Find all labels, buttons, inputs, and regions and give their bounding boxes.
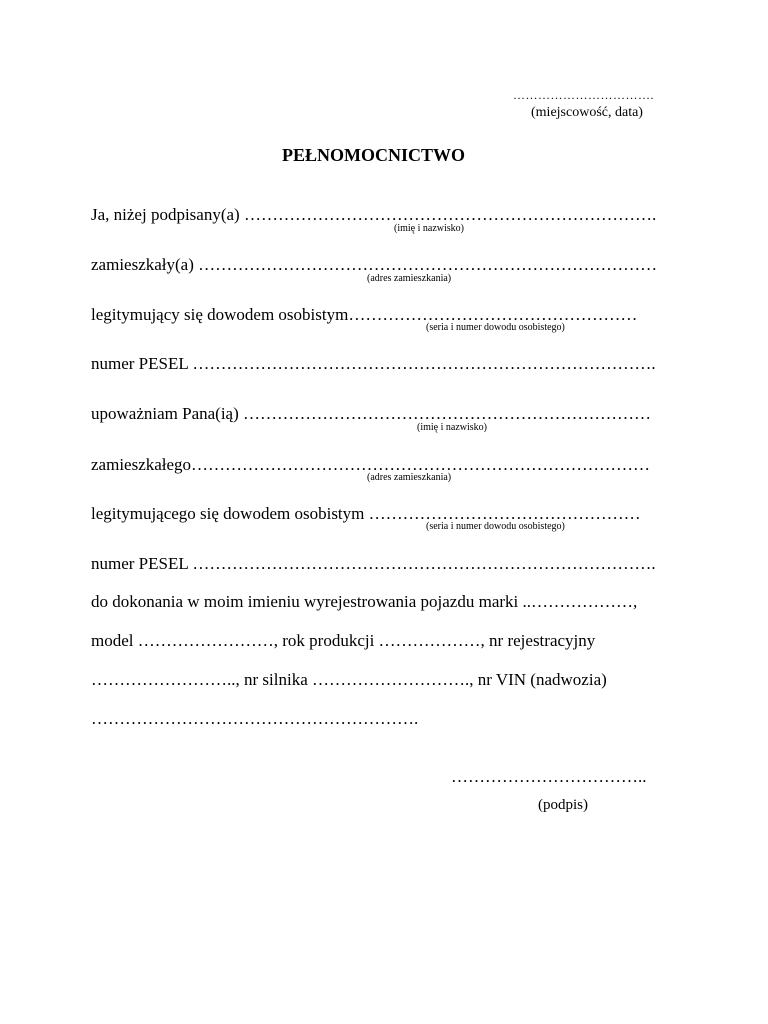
- attorney-name-line: upoważniam Pana(ią) ………………………………………………………………: [91, 404, 651, 423]
- vehicle-vin-line: ………………………………………………….: [91, 709, 419, 728]
- vehicle-make-line: do dokonania w moim imieniu wyrejestrowania pojazdu marki ..………………,: [91, 592, 638, 611]
- place-date-line: …………………………….: [513, 88, 654, 102]
- principal-pesel-line: numer PESEL ……………………………………………………………………….: [91, 354, 656, 373]
- principal-id-caption: (seria i numer dowodu osobistego): [426, 322, 565, 333]
- signature-line: ……………………………..: [451, 767, 647, 786]
- principal-name-caption: (imię i nazwisko): [394, 223, 464, 234]
- attorney-id-caption: (seria i numer dowodu osobistego): [426, 521, 565, 532]
- place-date-caption: (miejscowość, data): [531, 105, 643, 120]
- signature-caption: (podpis): [538, 797, 588, 813]
- attorney-id-line: legitymującego się dowodem osobistym …………………………………………: [91, 504, 641, 523]
- attorney-pesel-line: numer PESEL ……………………………………………………………………….: [91, 554, 656, 573]
- vehicle-engine-line: …………………….., nr silnika ………………………., nr VIN (nadwozia): [91, 670, 607, 689]
- attorney-address-caption: (adres zamieszkania): [367, 472, 452, 483]
- principal-name-line: Ja, niżej podpisany(a) ……………………………………………………………….: [91, 205, 657, 224]
- principal-address-caption: (adres zamieszkania): [367, 273, 452, 284]
- attorney-address-line: zamieszkałego………………………………………………………………………: [91, 455, 651, 474]
- principal-id-line: legitymujący się dowodem osobistym……………………………………………: [91, 305, 638, 324]
- document-title: PEŁNOMOCNICTWO: [282, 145, 466, 165]
- vehicle-model-line: model ……………………, rok produkcji ………………, nr rejestracyjny: [91, 631, 596, 650]
- principal-address-line: zamieszkały(a) ………………………………………………………………………: [91, 255, 658, 274]
- attorney-name-caption: (imię i nazwisko): [417, 422, 487, 433]
